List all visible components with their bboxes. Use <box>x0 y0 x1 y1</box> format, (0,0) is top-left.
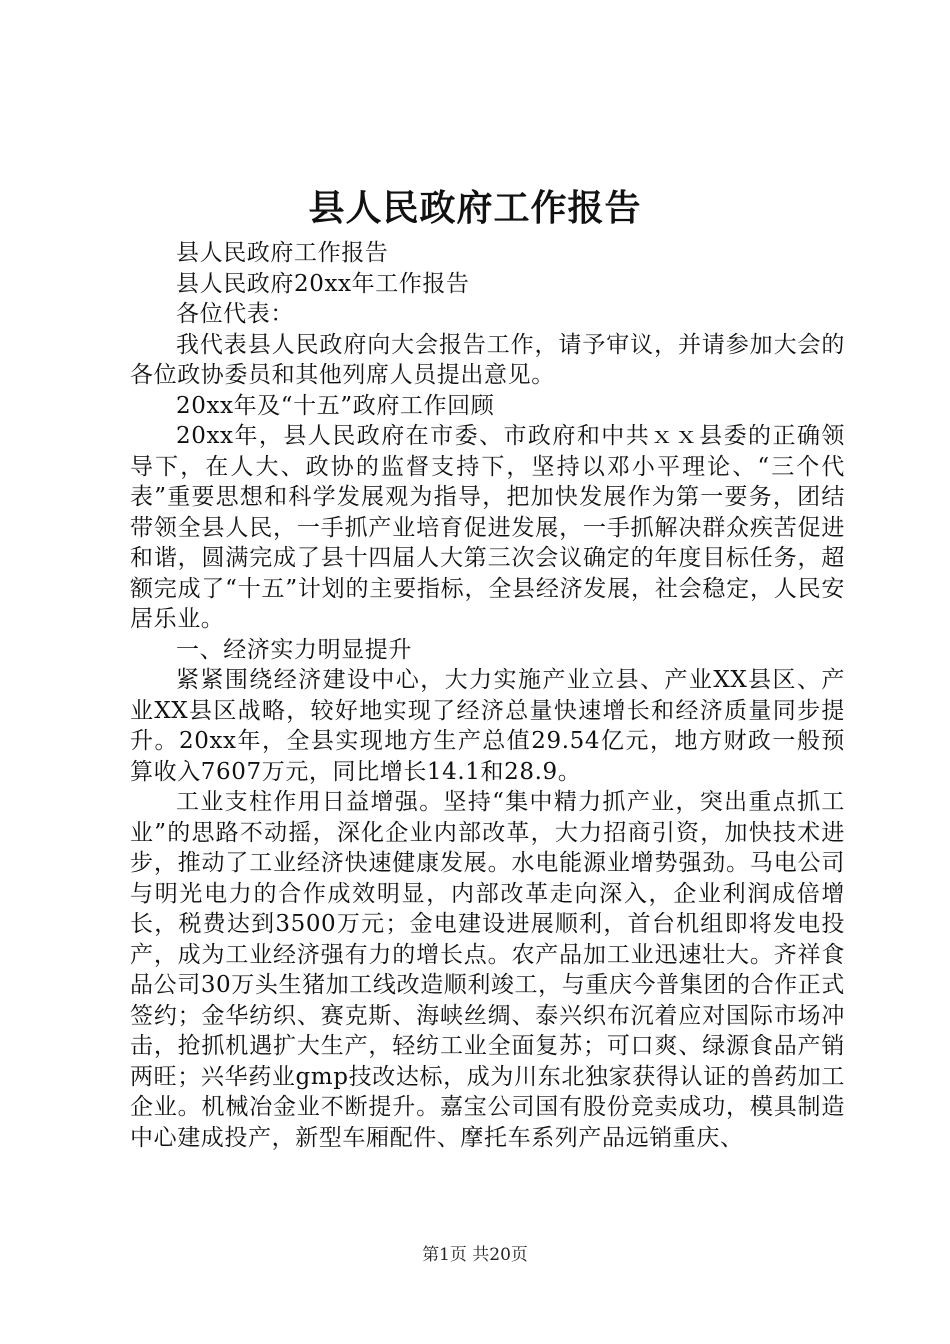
paragraph: 县人民政府20xx年工作报告 <box>176 270 470 297</box>
paragraph: 20xx年，县人民政府在市委、市政府和中共ｘｘ县委的正确领导下，在人大、政协的监督支持下，坚持以邓小平理论、“三个代表”重要思想和科学发展观为指导，把加快发展作为第一要务，团结带领全县人民，一手抓产业培育促进发展，一手抓解决群众疾苦促进和谐，圆满完成了县十四届人大第三次会议确定的年度目标任务，超额完成了“十五”计划的主要指标，全县经济发展，社会稳定，人民安居乐业。 <box>130 423 845 632</box>
document-title: 县人民政府工作报告 <box>308 187 642 229</box>
paragraph: 紧紧围绕经济建设中心，大力实施产业立县、产业XX县区、产业XX县区战略，较好地实现了经济总量快速增长和经济质量同步提升。20xx年，全县实现地方生产总值29.54亿元，地方财政一般预算收入7607万元，同比增长14.1和28.9。 <box>130 667 845 785</box>
document-body <box>130 238 845 1153</box>
page-number-footer: 第1页 共20页 <box>422 1245 528 1265</box>
paragraph: 工业支柱作用日益增强。坚持“集中精力抓产业，突出重点抓工业”的思路不动摇，深化企业内部改革，大力招商引资，加快技术进步，推动了工业经济快速健康发展。水电能源业增势强劲。马电公司与明光电力的合作成效明显，内部改革走向深入，企业利润成倍增长，税费达到3500万元；金电建设进展顺利，首台机组即将发电投产，成为工业经济强有力的增长点。农产品加工业迅速壮大。齐祥食品公司30万头生猪加工线改造顺利竣工，与重庆今普集团的合作正式签约；金华纺织、赛克斯、海峡丝绸、泰兴织布沉着应对国际市场冲击，抢抓机遇扩大生产，轻纺工业全面复苏；可口爽、绿源食品产销两旺；兴华药业gmp技改达标，成为川东北独家获得认证的兽药加工企业。机械冶金业不断提升。嘉宝公司国有股份竞卖成功，模具制造中心建成投产，新型车厢配件、摩托车系列产品远销重庆、 <box>130 789 845 1151</box>
paragraph: 一、经济实力明显提升 <box>176 636 412 663</box>
paragraph: 20xx年及“十五”政府工作回顾 <box>176 392 495 419</box>
paragraph: 各位代表： <box>176 301 294 327</box>
paragraph: 我代表县人民政府向大会报告工作，请予审议，并请参加大会的各位政协委员和其他列席人员提出意见。 <box>130 331 845 388</box>
paragraph: 县人民政府工作报告 <box>176 240 389 266</box>
